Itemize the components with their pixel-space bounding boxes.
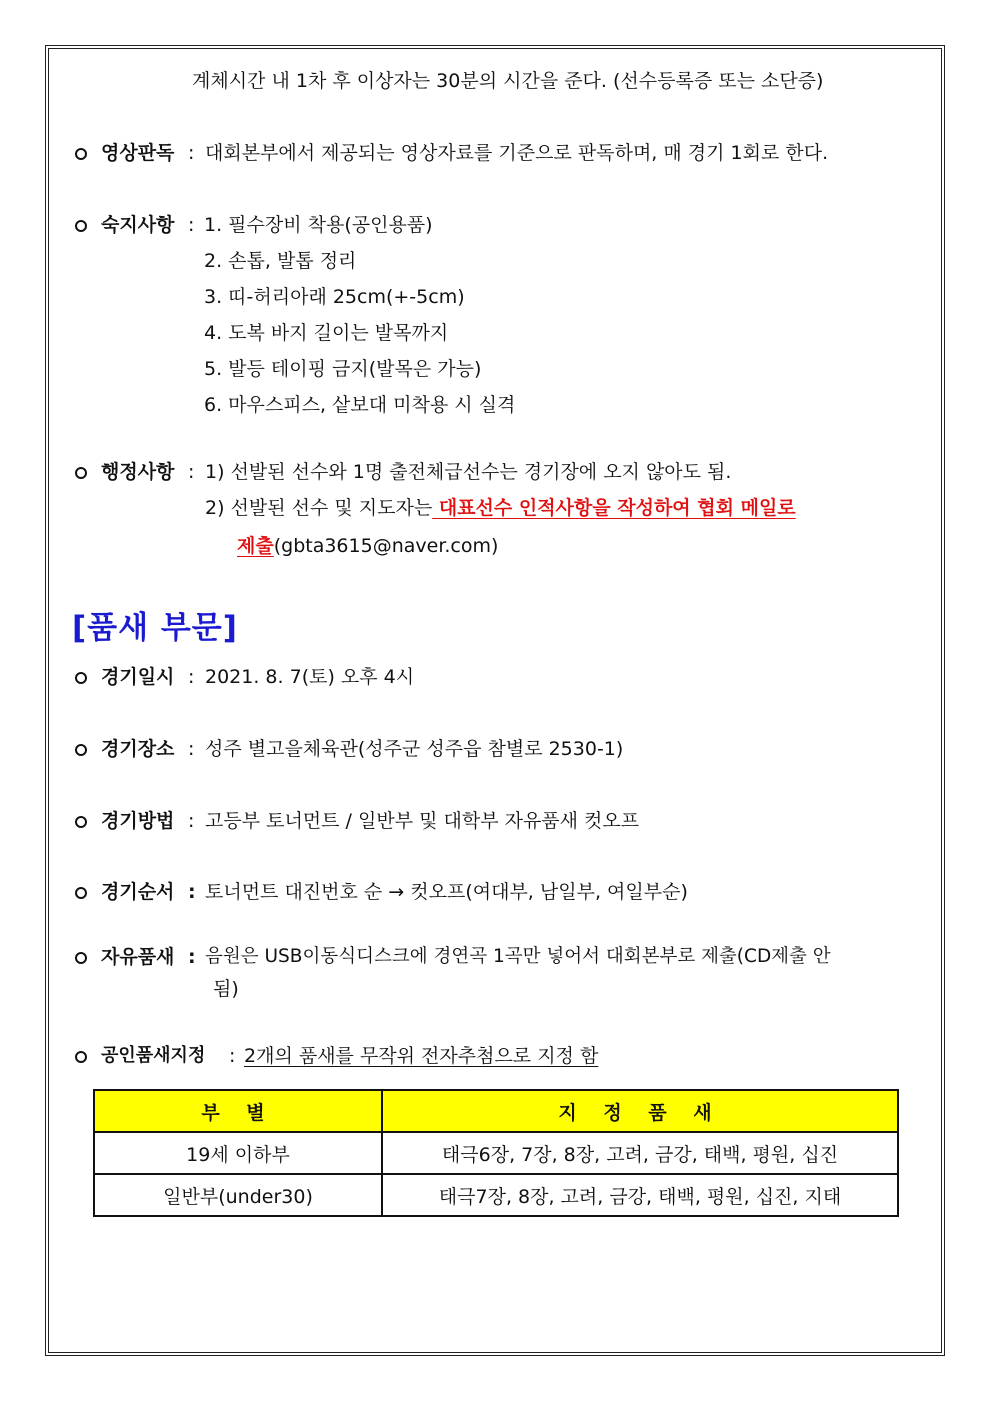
admin-item-2-prefix: 2) 선발된 선수 및 지도자는: [205, 497, 433, 519]
admin-item-2-highlight: 대표선수 인적사항을 작성하여 협회 메일로: [432, 497, 796, 519]
bullet-circle-icon: [75, 952, 87, 964]
colon: :: [229, 1045, 236, 1067]
section-title: [품새 부문]: [72, 610, 238, 646]
table-row: [94, 1132, 898, 1174]
table-header-row: [94, 1090, 898, 1132]
notes-item: 2. 손톱, 발톱 정리: [204, 250, 357, 272]
designated-text: 2개의 품새를 무작위 전자추첨으로 지정 함: [244, 1045, 599, 1067]
notes-item: 1. 필수장비 착용(공인용품): [204, 214, 433, 236]
bullet-circle-icon: [75, 816, 87, 828]
admin-item-1: 1) 선발된 선수와 1명 출전체급선수는 경기장에 오지 않아도 됨.: [205, 461, 732, 483]
bullet-circle-icon: [75, 1051, 87, 1063]
notes-item: 5. 발등 테이핑 금지(발목은 가능): [204, 358, 482, 380]
notes-item: 6. 마우스피스, 샅보대 미착용 시 실격: [204, 394, 516, 416]
colon: :: [188, 810, 195, 832]
order-label: 경기순서: [101, 881, 175, 903]
free-text-cont: 됨): [213, 978, 239, 1000]
bullet-circle-icon: [75, 672, 87, 684]
admin-item-2-highlight-2: 제출: [237, 535, 274, 557]
colon: :: [188, 881, 196, 903]
bullet-circle-icon: [75, 220, 87, 232]
free-label: 자유품새: [101, 946, 175, 968]
video-text: 대회본부에서 제공되는 영상자료를 기준으로 판독하며, 매 경기 1회로 한다.: [205, 142, 829, 164]
method-label: 경기방법: [101, 810, 175, 832]
bullet-circle-icon: [75, 148, 87, 160]
notes-item: 3. 띠-허리아래 25cm(+-5cm): [204, 286, 465, 308]
table-header-poomsae: 지 정 품 새: [382, 1090, 898, 1132]
table-cell-division: 19세 이하부: [94, 1132, 382, 1174]
order-text: 토너먼트 대진번호 순 → 컷오프(여대부, 남일부, 여일부순): [205, 881, 688, 903]
designated-label: 공인품새지정: [101, 1045, 206, 1066]
bullet-circle-icon: [75, 887, 87, 899]
colon: :: [188, 214, 195, 236]
free-text: 음원은 USB이동식디스크에 경연곡 1곡만 넣어서 대회본부로 제출(CD제출 안: [205, 946, 831, 967]
admin-email: (gbta3615@naver.com): [273, 535, 499, 557]
designated-poomsae-table: [93, 1089, 899, 1217]
colon: :: [188, 461, 195, 483]
video-label: 영상판독: [101, 142, 175, 164]
notes-item: 4. 도복 바지 길이는 발목까지: [204, 322, 449, 344]
admin-item-2: [205, 495, 796, 521]
colon: :: [188, 738, 195, 760]
date-text: 2021. 8. 7(토) 오후 4시: [205, 666, 415, 688]
admin-item-2-cont: [237, 533, 498, 559]
bullet-circle-icon: [75, 744, 87, 756]
venue-label: 경기장소: [101, 738, 175, 760]
venue-text: 성주 별고을체육관(성주군 성주읍 참별로 2530-1): [205, 738, 624, 760]
notes-label: 숙지사항: [101, 214, 175, 236]
table-cell-division: 일반부(under30): [94, 1174, 382, 1216]
table-header-division: 부 별: [94, 1090, 382, 1132]
colon: :: [188, 142, 195, 164]
table-cell-poomsae: 태극6장, 7장, 8장, 고려, 금강, 태백, 평원, 십진: [382, 1132, 898, 1174]
method-text: 고등부 토너먼트 / 일반부 및 대학부 자유품새 컷오프: [205, 810, 640, 832]
date-label: 경기일시: [101, 666, 175, 688]
colon: :: [188, 946, 196, 968]
table-row: [94, 1174, 898, 1216]
weigh-in-note: 계체시간 내 1차 후 이상자는 30분의 시간을 준다. (선수등록증 또는 소단증): [192, 70, 824, 92]
bullet-circle-icon: [75, 467, 87, 479]
admin-label: 행정사항: [101, 461, 175, 483]
colon: :: [188, 666, 195, 688]
table-cell-poomsae: 태극7장, 8장, 고려, 금강, 태백, 평원, 십진, 지태: [382, 1174, 898, 1216]
